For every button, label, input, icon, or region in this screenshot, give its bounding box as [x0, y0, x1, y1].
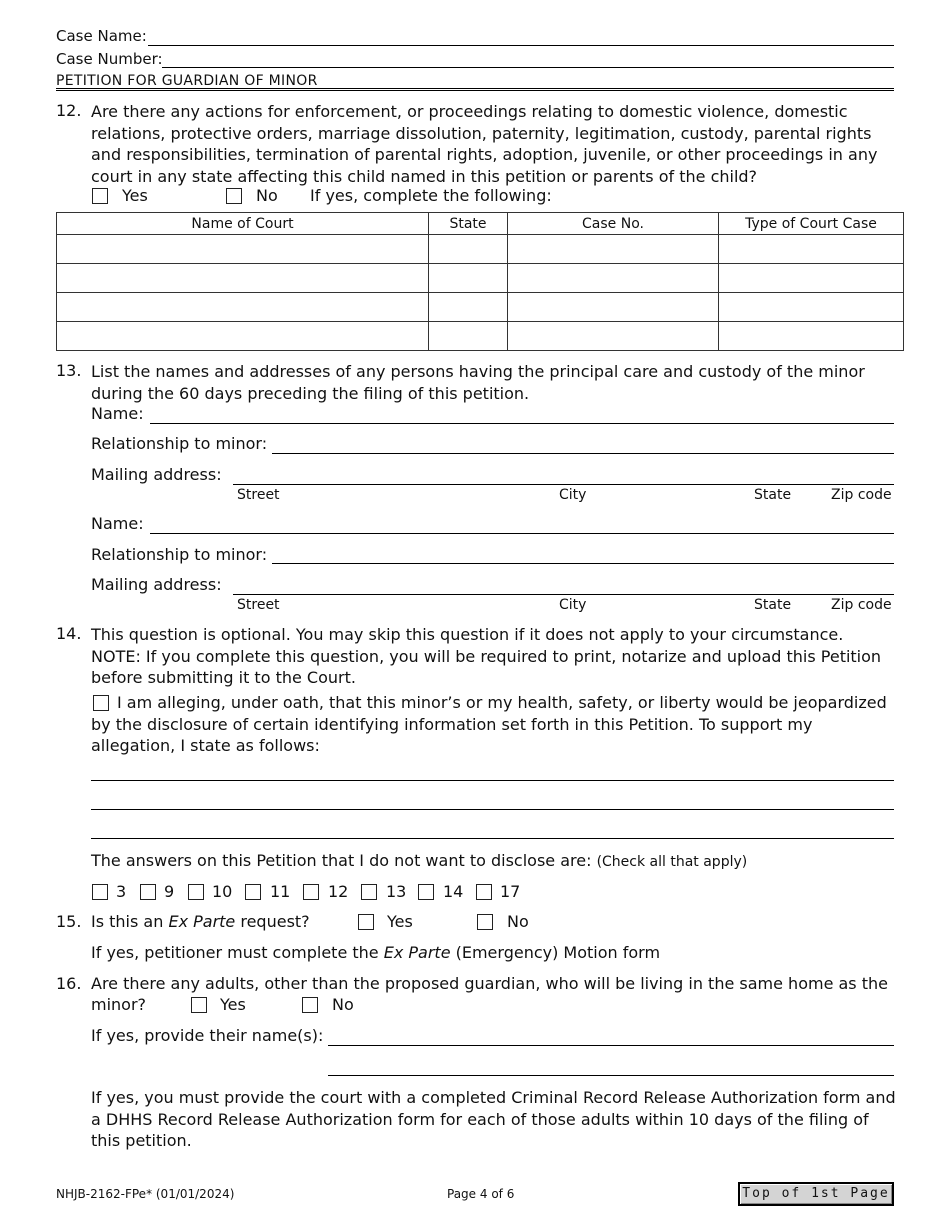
q12-if-yes: If yes, complete the following:	[310, 186, 552, 205]
col-case-no: Case No.	[508, 213, 719, 235]
q12-number: 12.	[56, 101, 82, 120]
q13-text-wrap	[91, 361, 901, 404]
q14-intro: This question is optional. You may skip this question if it does not apply to your circumstance. NOTE: If you complete this question, you will be required to print, notarize and upload this Petition before submitting it to the Court.	[91, 625, 882, 687]
q14-number: 14.	[56, 624, 82, 643]
q14-allegation-wrap	[91, 692, 899, 757]
table-cell[interactable]	[429, 293, 508, 322]
table-cell[interactable]	[57, 264, 429, 293]
q16-no-label: No	[332, 995, 354, 1014]
case-name-field[interactable]	[148, 45, 894, 46]
table-cell[interactable]	[429, 235, 508, 264]
zip-label-2: Zip code	[831, 597, 892, 613]
q14-option-11-label: 11	[270, 882, 291, 901]
q15-note-em: Ex Parte	[383, 943, 451, 962]
q16-names-field-1[interactable]	[328, 1045, 894, 1046]
q14-statement-line-1[interactable]	[91, 780, 894, 781]
q15-no-label: No	[507, 912, 529, 931]
q12-question: Are there any actions for enforcement, or proceedings relating to domestic violence, domestic relations, protective orders, marriage dissolution, paternity, legitimation, custody, parental rights and responsibilities, termination of parental rights, adoption, juvenile, or other proceedings in any court in any state affecting this child named in this petition or parents of the child?	[91, 102, 878, 186]
q13-name-field-2[interactable]	[150, 533, 894, 534]
q13-relationship-field-2[interactable]	[272, 563, 894, 564]
q13-relationship-label-2: Relationship to minor:	[91, 545, 268, 564]
q16-note-wrap	[91, 1087, 899, 1152]
q14-answers-label	[91, 851, 747, 870]
q15-yes-label: Yes	[387, 912, 413, 931]
q16-no-checkbox[interactable]	[302, 997, 318, 1013]
q14-allegation: I am alleging, under oath, that this minor’s or my health, safety, or liberty would be jeopardized by the disclosure of certain identifying information set forth in this Petition. To support my allegation, I state as follows:	[91, 693, 887, 755]
q12-no-label: No	[256, 186, 278, 205]
q14-option-17-checkbox[interactable]	[476, 884, 492, 900]
col-type-of-court-case: Type of Court Case	[719, 213, 904, 235]
q14-option-14-checkbox[interactable]	[418, 884, 434, 900]
street-label-1: Street	[237, 487, 280, 503]
q13-name-label-1: Name:	[91, 404, 144, 423]
table-cell[interactable]	[57, 293, 429, 322]
col-name-of-court: Name of Court	[57, 213, 429, 235]
table-cell[interactable]	[719, 235, 904, 264]
zip-label-1: Zip code	[831, 487, 892, 503]
table-cell[interactable]	[57, 322, 429, 351]
city-label-2: City	[559, 597, 587, 613]
table-row	[57, 235, 904, 264]
q14-option-3-label: 3	[116, 882, 127, 901]
table-cell[interactable]	[508, 322, 719, 351]
table-cell[interactable]	[508, 264, 719, 293]
q15-note	[91, 943, 660, 962]
q14-option-3-checkbox[interactable]	[92, 884, 108, 900]
q14-option-13-checkbox[interactable]	[361, 884, 377, 900]
state-label-1: State	[754, 487, 792, 503]
table-cell[interactable]	[508, 235, 719, 264]
table-row	[57, 322, 904, 351]
q14-option-9-checkbox[interactable]	[140, 884, 156, 900]
q15-note-pre: If yes, petitioner must complete the	[91, 943, 384, 962]
q13-relationship-field-1[interactable]	[272, 453, 894, 454]
table-header-row	[57, 213, 904, 235]
q15-no-checkbox[interactable]	[477, 914, 493, 930]
state-label-2: State	[754, 597, 792, 613]
header-divider	[56, 88, 894, 89]
case-name-label: Case Name:	[56, 27, 147, 45]
form-title: PETITION FOR GUARDIAN OF MINOR	[56, 73, 318, 89]
city-label-1: City	[559, 487, 587, 503]
table-cell[interactable]	[719, 322, 904, 351]
q13-mailing-label-1: Mailing address:	[91, 465, 222, 484]
table-row	[57, 264, 904, 293]
q14-option-12-checkbox[interactable]	[303, 884, 319, 900]
q14-statement-line-2[interactable]	[91, 809, 894, 810]
q14-option-10-checkbox[interactable]	[188, 884, 204, 900]
table-row	[57, 293, 904, 322]
q13-number: 13.	[56, 361, 82, 380]
q13-text: List the names and addresses of any persons having the principal care and custody of the minor during the 60 days preceding the filing of this petition.	[91, 362, 865, 403]
q14-option-14-label: 14	[443, 882, 464, 901]
q16-yes-label: Yes	[220, 995, 246, 1014]
q15-text-post: request?	[235, 912, 310, 931]
col-state: State	[429, 213, 508, 235]
q14-option-9-label: 9	[164, 882, 175, 901]
q12-text	[91, 101, 901, 187]
q16-text-2: minor?	[91, 995, 147, 1014]
table-cell[interactable]	[508, 293, 719, 322]
courts-table	[56, 212, 904, 351]
q13-name-field-1[interactable]	[150, 423, 894, 424]
q16-names-field-2[interactable]	[328, 1075, 894, 1076]
q14-option-13-label: 13	[386, 882, 407, 901]
q14-intro-wrap	[91, 624, 891, 689]
q16-number: 16.	[56, 974, 82, 993]
q13-mailing-label-2: Mailing address:	[91, 575, 222, 594]
table-cell[interactable]	[429, 264, 508, 293]
q16-yes-checkbox[interactable]	[191, 997, 207, 1013]
q13-name-label-2: Name:	[91, 514, 144, 533]
table-cell[interactable]	[719, 293, 904, 322]
table-cell[interactable]	[429, 322, 508, 351]
header-divider-2	[56, 90, 894, 91]
q15-question	[91, 912, 310, 931]
q13-relationship-label-1: Relationship to minor:	[91, 434, 268, 453]
q15-text-em: Ex Parte	[168, 912, 236, 931]
q14-option-11-checkbox[interactable]	[245, 884, 261, 900]
q12-yes-label: Yes	[122, 186, 148, 205]
q14-option-10-label: 10	[212, 882, 233, 901]
q14-answers-text: The answers on this Petition that I do not want to disclose are:	[91, 851, 592, 870]
form-id: NHJB-2162-FPe* (01/01/2024)	[56, 1187, 235, 1201]
case-number-field[interactable]	[162, 67, 894, 68]
q15-text-pre: Is this an	[91, 912, 169, 931]
q16-note: If yes, you must provide the court with a completed Criminal Record Release Authorization form and a DHHS Record Release Authorization form for each of those adults within 10 days of the filing of this petition.	[91, 1088, 896, 1150]
top-of-first-page-button[interactable]: Top of 1st Page	[738, 1182, 894, 1206]
page-number: Page 4 of 6	[447, 1187, 515, 1201]
q14-check-all: (Check all that apply)	[596, 854, 748, 870]
table-cell[interactable]	[57, 235, 429, 264]
q13-mailing-field-1[interactable]	[233, 484, 894, 485]
q12-yes-checkbox[interactable]	[92, 188, 108, 204]
q15-yes-checkbox[interactable]	[358, 914, 374, 930]
q13-mailing-field-2[interactable]	[233, 594, 894, 595]
q15-number: 15.	[56, 912, 82, 931]
q16-names-label: If yes, provide their name(s):	[91, 1026, 324, 1045]
q14-statement-line-3[interactable]	[91, 838, 894, 839]
q14-option-17-label: 17	[500, 882, 521, 901]
case-number-label: Case Number:	[56, 50, 163, 68]
q15-note-post: (Emergency) Motion form	[450, 943, 661, 962]
q14-option-12-label: 12	[328, 882, 349, 901]
street-label-2: Street	[237, 597, 280, 613]
q12-no-checkbox[interactable]	[226, 188, 242, 204]
table-cell[interactable]	[719, 264, 904, 293]
q16-text: Are there any adults, other than the proposed guardian, who will be living in the same home as the	[91, 974, 888, 993]
